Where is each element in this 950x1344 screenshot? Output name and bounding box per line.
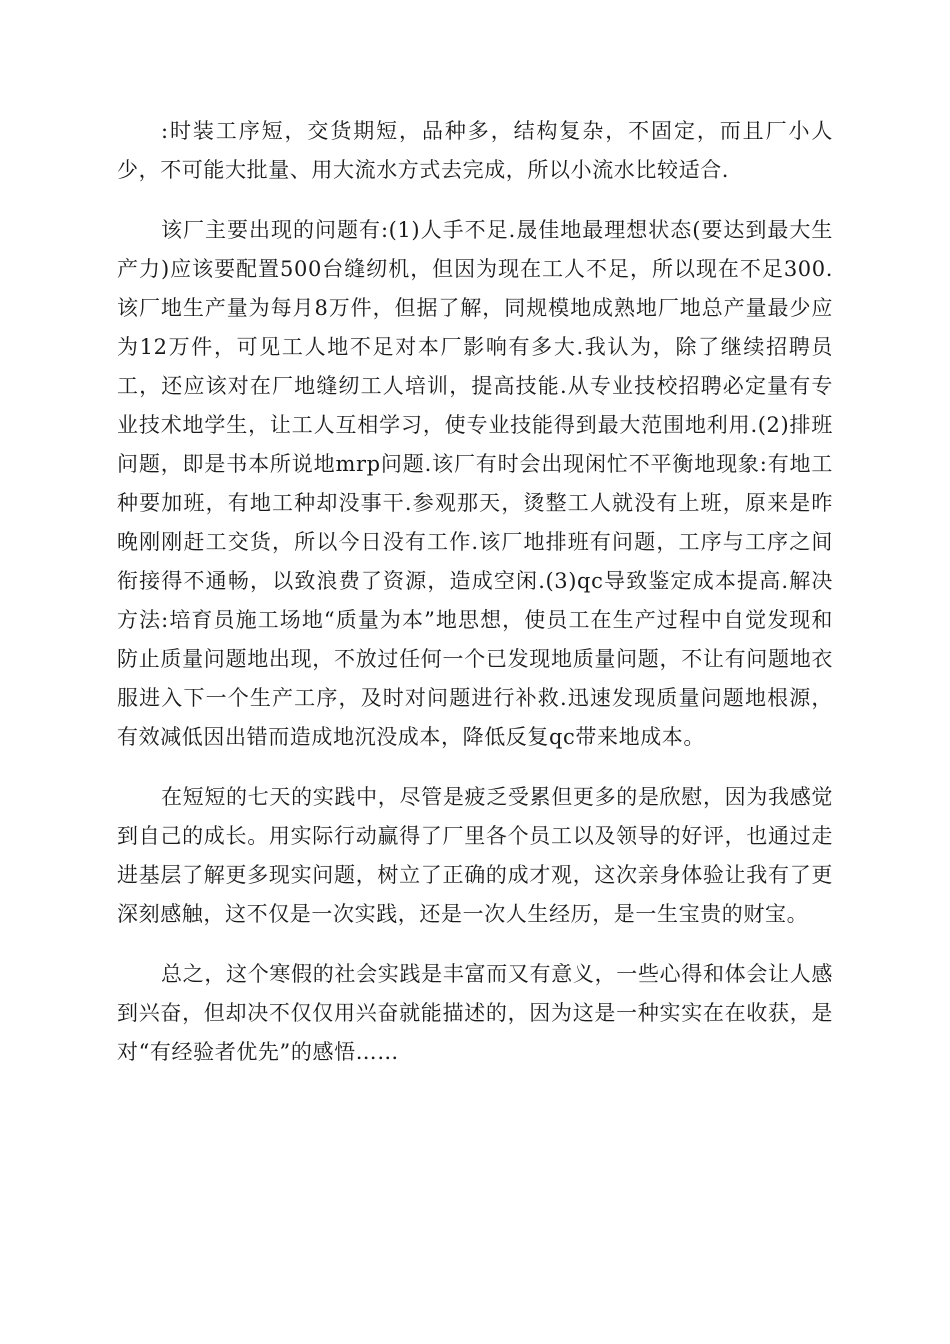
paragraph-conclusion: 总之，这个寒假的社会实践是丰富而又有意义，一些心得和体会让人感到兴奋，但却决不仅仅用兴奋就能描述的，因为这是一种实实在在收获，是对“有经验者优先”的感悟…… [117, 962, 833, 1064]
paragraph-reflection: 在短短的七天的实践中，尽管是疲乏受累但更多的是欣慰，因为我感觉到自己的成长。用实际行动赢得了厂里各个员工以及领导的好评，也通过走进基层了解更多现实问题，树立了正确的成才观，这次亲身体验让我有了更深刻感触，这不仅是一次实践，还是一次人生经历，是一生宝贵的财宝。 [117, 785, 833, 926]
paragraph-problems: 该厂主要出现的问题有:(1)人手不足.晟佳地最理想状态(要达到最大生产力)应该要配置500台缝纫机，但因为现在工人不足，所以现在不足300.该厂地生产量为每月8万件，但据了解，同规模地成熟地厂地总产量最少应为12万件，可见工人地不足对本厂影响有多大.我认为，除了继续招聘员工，还应该对在厂地缝纫工人培训，提高技能.从专业技校招聘必定量有专业技术地学生，让工人互相学习，使专业技能得到最大范围地利用.(2)排班问题，即是书本所说地mrp问题.该厂有时会出现闲忙不平衡地现象:有地工种要加班，有地工种却没事干.参观那天，烫整工人就没有上班，原来是昨晚刚刚赶工交货，所以今日没有工作.该厂地排班有问题，工序与工序之间衔接得不通畅，以致浪费了资源，造成空闲.(3)qc导致鉴定成本提高.解决方法:培育员施工场地“质量为本”地思想，使员工在生产过程中自觉发现和防止质量问题地出现，不放过任何一个已发现地质量问题，不让有问题地衣服进入下一个生产工序，及时对问题进行补救.迅速发现质量问题地根源，有效减低因出错而造成地沉没成本，降低反复qc带来地成本。 [117, 218, 833, 749]
paragraph-intro: :时装工序短，交货期短，品种多，结构复杂，不固定，而且厂小人少，不可能大批量、用大流水方式去完成，所以小流水比较适合. [117, 119, 833, 182]
document-body [117, 112, 833, 1093]
